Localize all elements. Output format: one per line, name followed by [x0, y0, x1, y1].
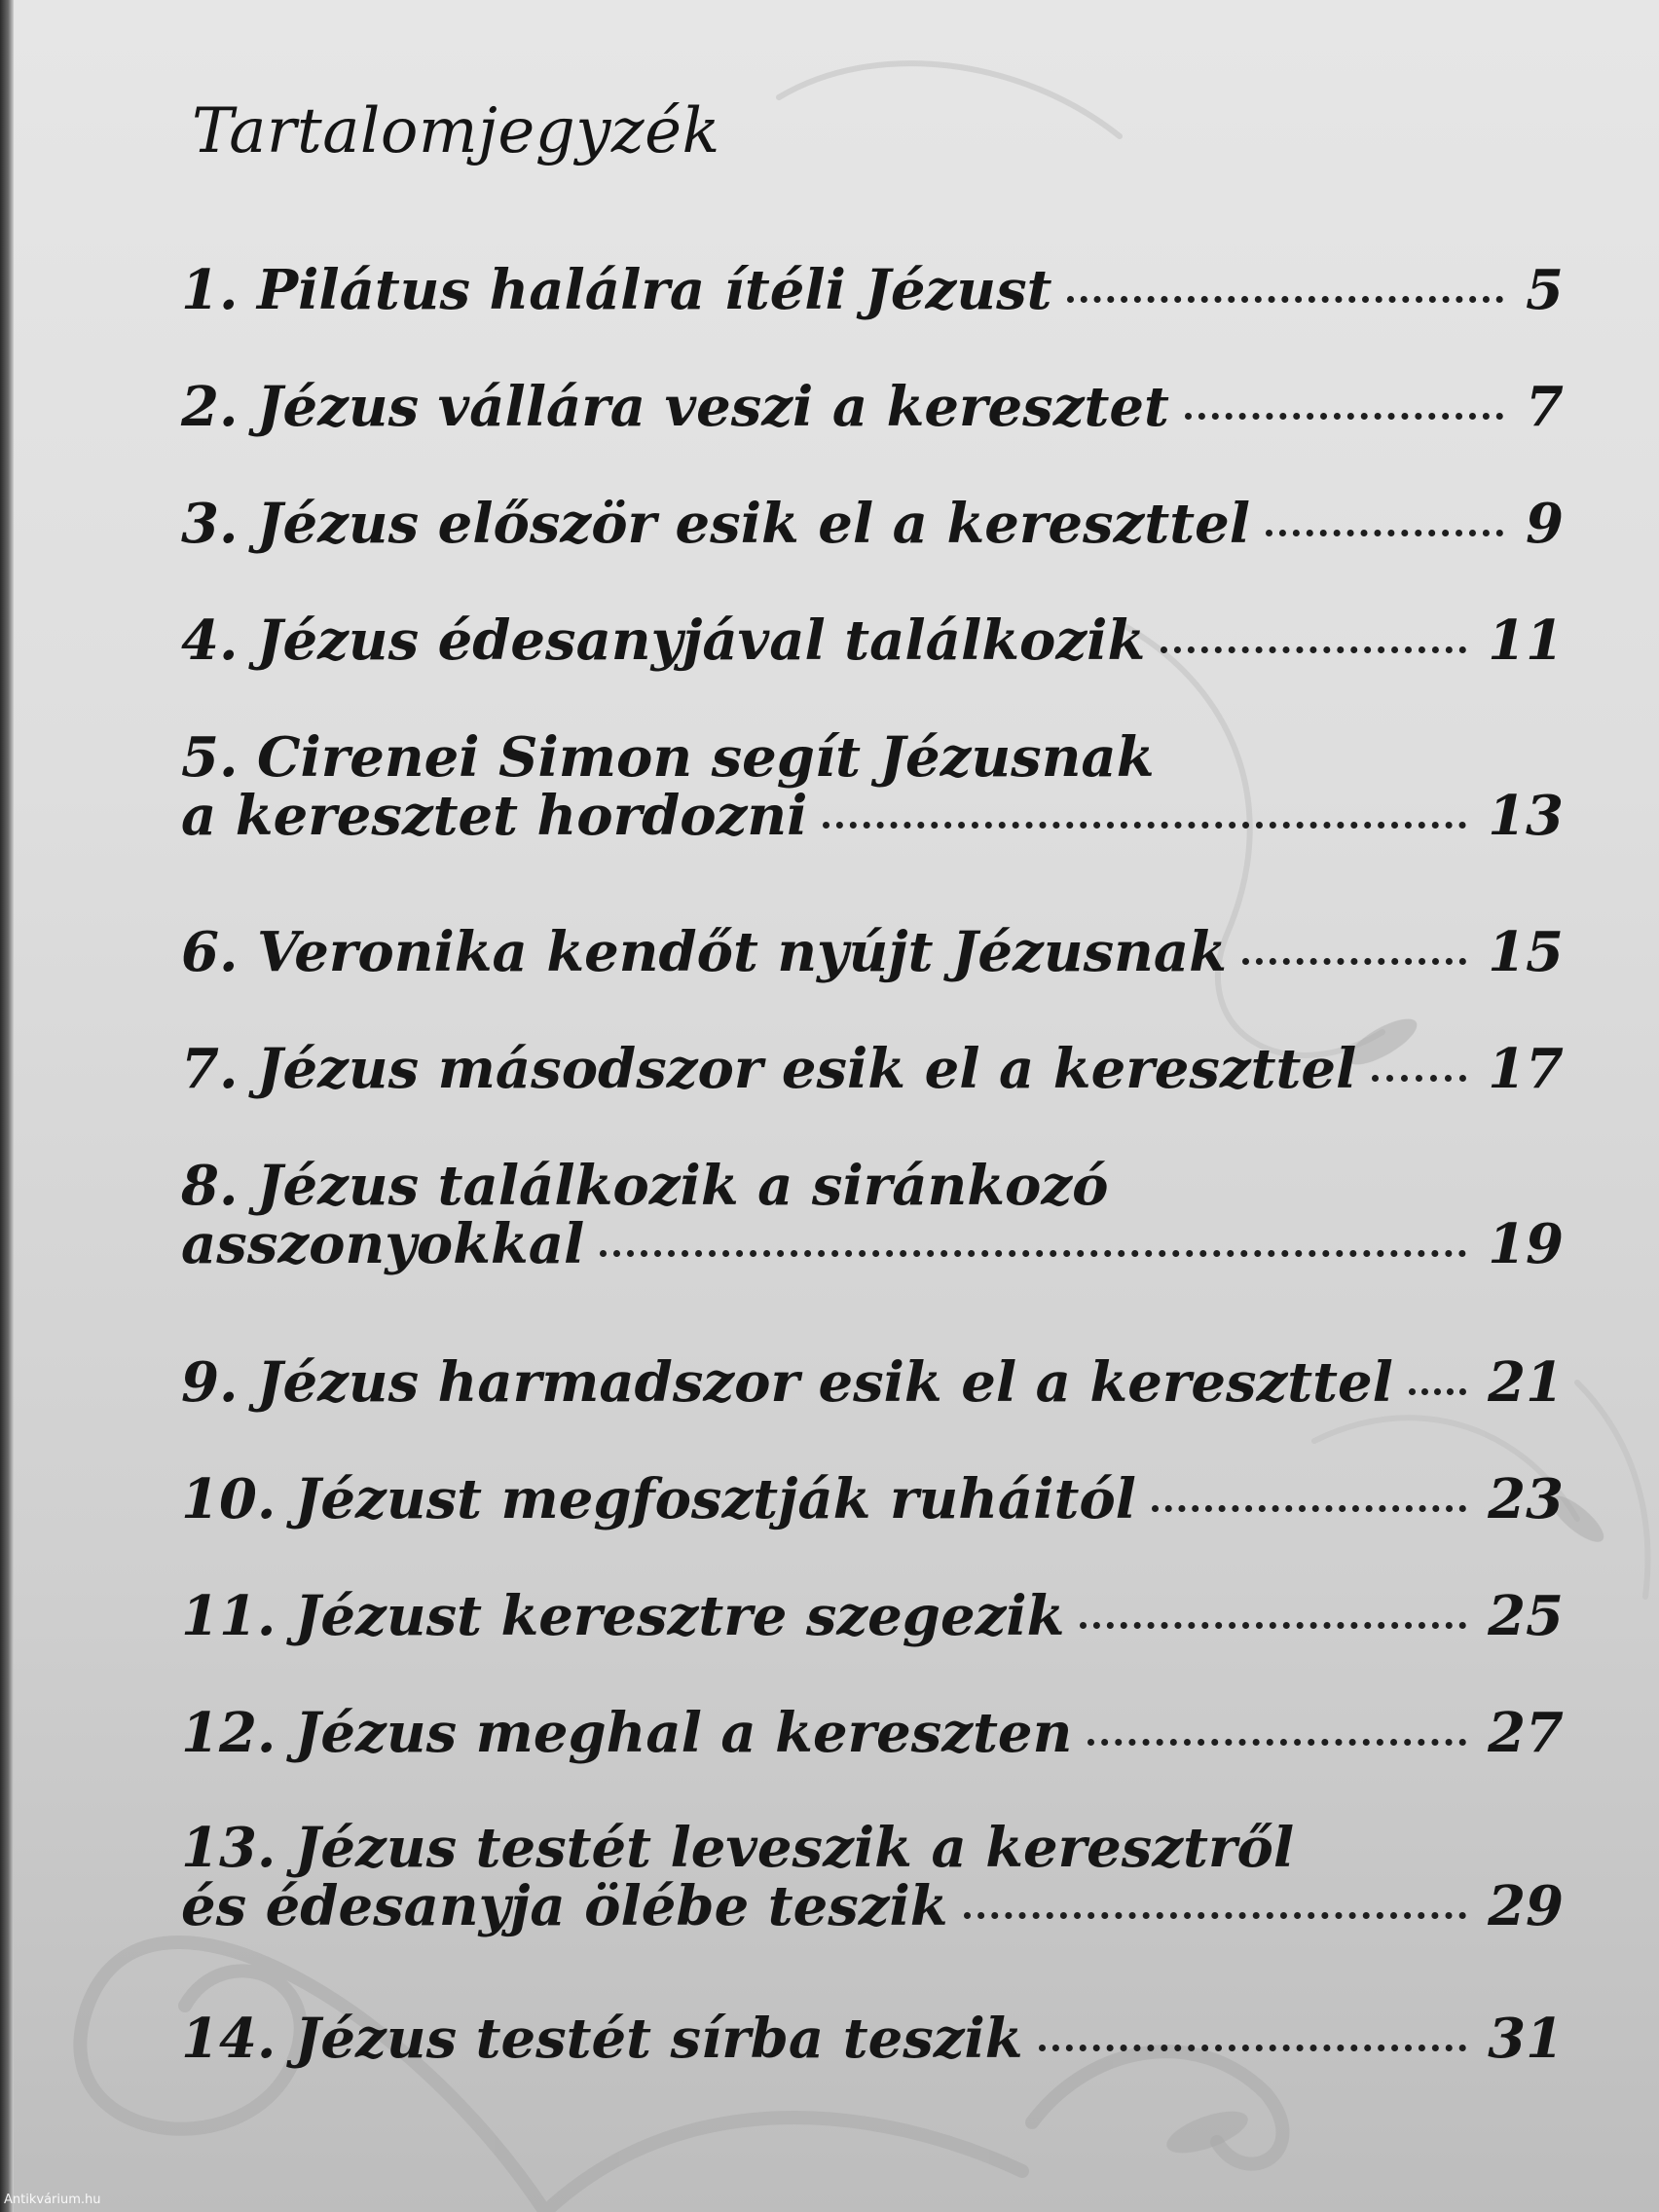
dot-leader [964, 1912, 1466, 1919]
page-number: 19 [1488, 1212, 1564, 1276]
entry-title: 6. Veronika kendőt nyújt Jézusnak [181, 920, 1227, 984]
dot-leader [1372, 1075, 1466, 1082]
page-number: 31 [1488, 2007, 1564, 2071]
dot-leader [600, 1250, 1466, 1257]
entry-title: 13. Jézus testét leveszik a keresztről [181, 1816, 1295, 1880]
page-number: 29 [1488, 1874, 1564, 1938]
page-number: 23 [1488, 1467, 1564, 1531]
toc-entry [181, 1037, 1564, 1101]
toc-entry [181, 1467, 1564, 1531]
dot-leader [1152, 1505, 1466, 1512]
entry-title-continued: és édesanyja ölébe teszik [181, 1874, 948, 1938]
toc-entry [181, 1816, 1564, 1938]
entry-title-continued: asszonyokkal [181, 1212, 585, 1276]
entry-title: 11. Jézust keresztre szegezik [181, 1584, 1065, 1648]
entry-title: 9. Jézus harmadszor esik el a kereszttel [181, 1350, 1393, 1415]
toc-entry [181, 492, 1564, 556]
page-title: Tartalomjegyzék [192, 95, 720, 167]
dot-leader [1080, 1622, 1466, 1629]
dot-leader [1266, 530, 1503, 536]
toc-entry [181, 1350, 1564, 1415]
entry-title: 4. Jézus édesanyjával találkozik [181, 608, 1146, 673]
toc-entry [181, 2007, 1564, 2071]
entry-title: 1. Pilátus halálra ítéli Jézust [181, 258, 1052, 322]
dot-leader [1088, 1739, 1466, 1746]
page-number: 9 [1526, 492, 1564, 556]
toc-entry [181, 375, 1564, 439]
entry-title-continued: a keresztet hordozni [181, 784, 808, 848]
entry-title: 2. Jézus vállára veszi a keresztet [181, 375, 1169, 439]
toc-entry [181, 608, 1564, 673]
page-number: 21 [1488, 1350, 1564, 1415]
dot-leader [1067, 296, 1503, 303]
dot-leader [823, 822, 1466, 829]
toc-entry [181, 1584, 1564, 1648]
entry-title: 14. Jézus testét sírba teszik [181, 2007, 1023, 2071]
dot-leader [1161, 646, 1466, 653]
dot-leader [1409, 1388, 1466, 1395]
entry-title: 5. Cirenei Simon segít Jézusnak [181, 725, 1155, 790]
toc-entry [181, 1154, 1564, 1276]
watermark-text: Antikvárium.hu [4, 2193, 101, 2207]
entry-title: 10. Jézust megfosztják ruháitól [181, 1467, 1136, 1531]
entry-title: 8. Jézus találkozik a siránkozó [181, 1154, 1109, 1218]
dot-leader [1242, 958, 1466, 965]
entry-title: 12. Jézus meghal a kereszten [181, 1701, 1073, 1765]
page-number: 25 [1488, 1584, 1564, 1648]
dot-leader [1185, 413, 1503, 420]
page-number: 13 [1488, 784, 1564, 848]
entry-title: 7. Jézus másodszor esik el a kereszttel [181, 1037, 1357, 1101]
page-number: 5 [1526, 258, 1564, 322]
dot-leader [1039, 2045, 1466, 2051]
toc-entry [181, 725, 1564, 848]
toc-entry [181, 1701, 1564, 1765]
page-number: 17 [1488, 1037, 1564, 1101]
page-number: 7 [1526, 375, 1564, 439]
toc-entry [181, 920, 1564, 984]
toc-entry [181, 258, 1564, 322]
page-number: 15 [1488, 920, 1564, 984]
page-number: 27 [1488, 1701, 1564, 1765]
entry-title: 3. Jézus először esik el a kereszttel [181, 492, 1250, 556]
page-number: 11 [1488, 608, 1564, 673]
